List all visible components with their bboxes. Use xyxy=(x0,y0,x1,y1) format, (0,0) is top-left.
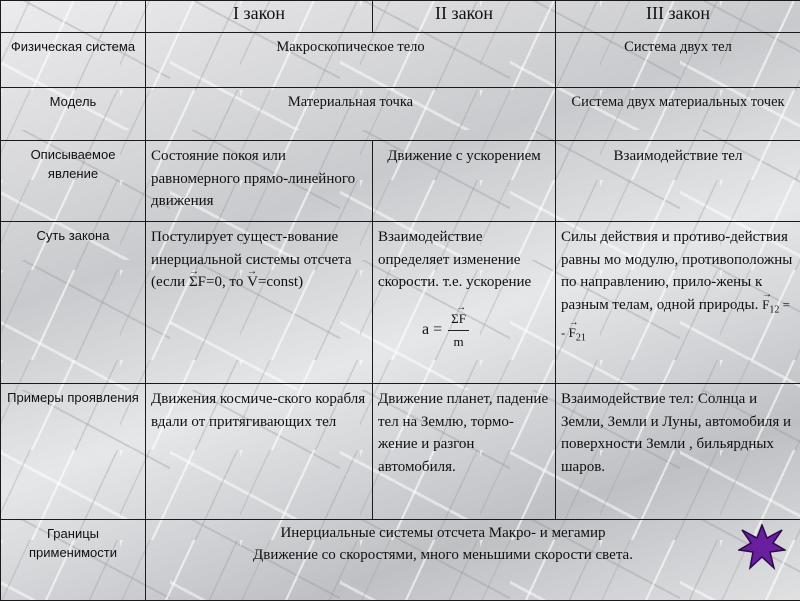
limits-line2: Движение со скоростями, много меньшими скорости света. xyxy=(151,544,735,566)
row-label-limits: Границы применимости xyxy=(1,520,146,601)
formula-numerator: → ΣF xyxy=(448,308,469,332)
row-limits xyxy=(1,520,800,601)
force-12-vector: → F xyxy=(762,294,769,317)
model-law12: Материальная точка xyxy=(146,88,556,141)
limits-cell xyxy=(146,520,800,601)
formula-lhs: a = xyxy=(422,319,442,342)
force-equation-sign: = - xyxy=(561,297,790,340)
row-label-model: Модель xyxy=(1,88,146,141)
row-label-phenomenon: Описываемое явление xyxy=(1,141,146,222)
row-phenomenon xyxy=(1,141,800,222)
force-12-sub: 12 xyxy=(769,304,779,315)
purple-star-icon xyxy=(738,524,786,570)
phenomenon-law1: Состояние покоя или равномерного прямо-линейного движения xyxy=(146,141,373,222)
essence-law1 xyxy=(146,222,373,384)
row-label-system: Физическая система xyxy=(1,33,146,88)
force-21-sub: 21 xyxy=(576,332,586,343)
header-law2: II закон xyxy=(373,1,556,33)
formula-fraction xyxy=(448,308,469,354)
row-model xyxy=(1,88,800,141)
force-21-vector: → F xyxy=(569,322,576,345)
row-label-examples: Примеры проявления xyxy=(1,384,146,520)
model-law3: Система двух материальных точек xyxy=(556,88,800,141)
force-sum-vector: → ΣF xyxy=(189,271,206,294)
velocity-vector: → V xyxy=(247,271,258,294)
system-law3: Система двух тел xyxy=(556,33,800,88)
row-label-essence: Суть закона xyxy=(1,222,146,384)
examples-law3: Взаимодействие тел: Солнца и Земли, Земли и Луны, автомобиля и поверхности Земли , бильярдных шаров. xyxy=(556,384,800,520)
acceleration-formula xyxy=(422,308,550,354)
essence-law2 xyxy=(373,222,556,384)
essence-law1-cond-mid: =0, то xyxy=(206,274,247,290)
header-row xyxy=(1,1,800,33)
essence-law2-text: Взаимодействие определяет изменение скорости. т.е. ускорение xyxy=(378,226,550,294)
row-essence xyxy=(1,222,800,384)
row-system xyxy=(1,33,800,88)
header-law3: III закон xyxy=(556,1,800,33)
examples-law1: Движения космиче-ского корабля вдали от притягивающих тел xyxy=(146,384,373,520)
row-examples xyxy=(1,384,800,520)
examples-law2: Движение планет, падение тел на Землю, тормо-жение и разгон автомобиля. xyxy=(373,384,556,520)
formula-denominator: m xyxy=(453,331,463,354)
essence-law1-cond-end: =const) xyxy=(258,274,303,290)
essence-law3 xyxy=(556,222,800,384)
header-corner xyxy=(1,1,146,33)
system-law12: Макроскопическое тело xyxy=(146,33,556,88)
phenomenon-law2: Движение с ускорением xyxy=(373,141,556,222)
essence-law3-text: Силы действия и противо-действия равны мо модулю, противоположны по направлению, прило-жены к разным телам, одной природы. xyxy=(561,229,792,313)
essence-law1-text: Постулирует сущест-вование инерциальной системы отсчета (если xyxy=(151,229,352,290)
header-law1: I закон xyxy=(146,1,373,33)
phenomenon-law3: Взаимодействие тел xyxy=(556,141,800,222)
limits-line1: Инерциальные системы отсчета Макро- и мегамир xyxy=(151,522,735,544)
